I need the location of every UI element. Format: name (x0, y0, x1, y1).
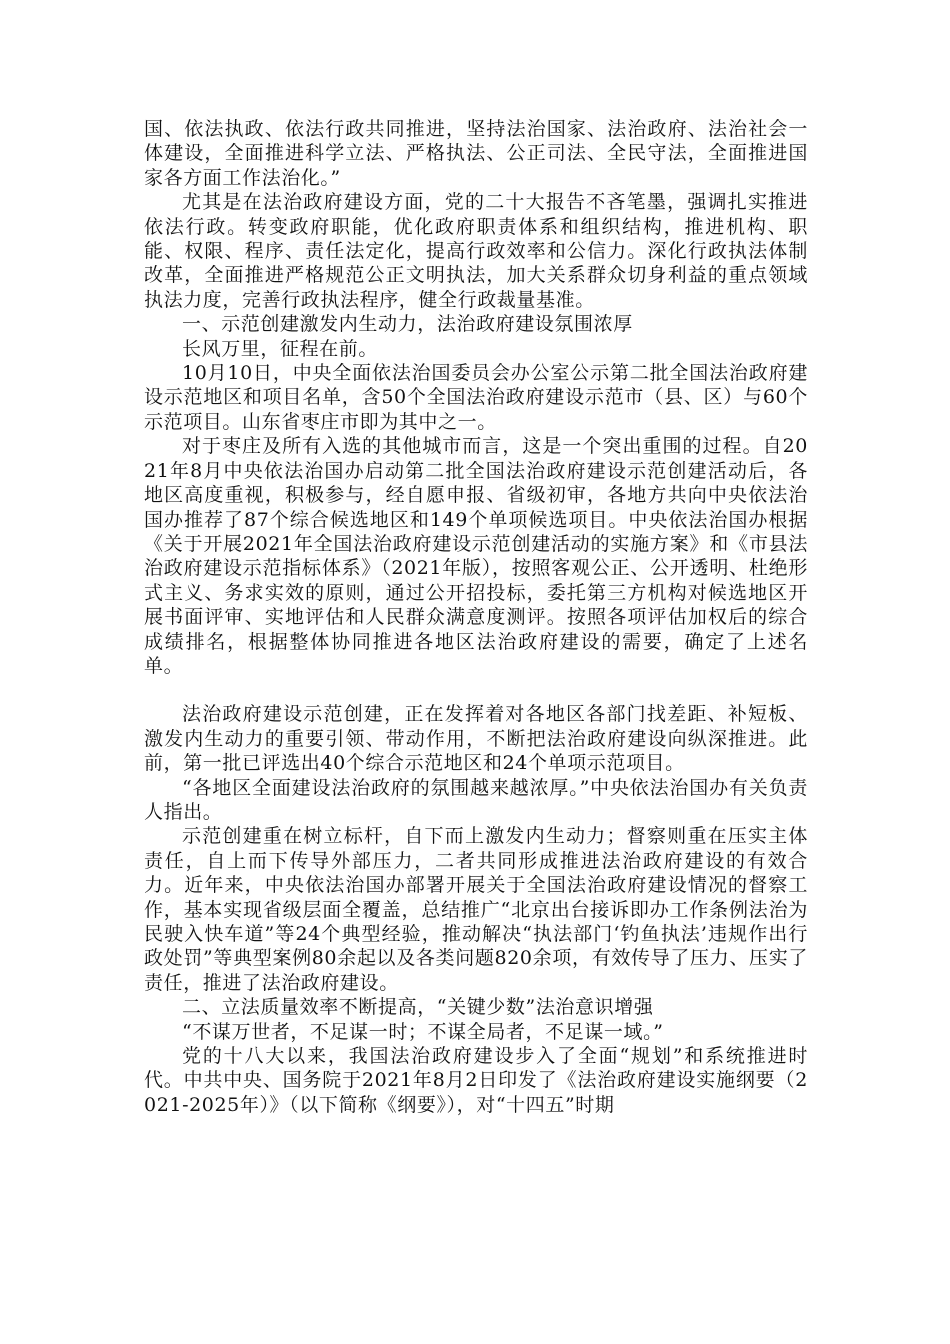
paragraph-7: “各地区全面建设法治政府的氛围越来越浓厚。”中央依法治国办有关负责人指出。 (144, 776, 808, 823)
paragraph-1: 国、依法执政、依法行政共同推进，坚持法治国家、法治政府、法治社会一体建设，全面推进科学立法、严格执法、公正司法、全民守法，全面推进国家各方面工作法治化。” (144, 118, 808, 189)
paragraph-3: 长风万里，征程在前。 (182, 337, 379, 360)
paragraph-8: 示范创建重在树立标杆，自下而上激发内生动力；督察则重在压实主体责任，自上而下传导外部压力，二者共同形成推进法治政府建设的有效合力。近年来，中央依法治国办部署开展关于全国法治政府建设情况的督察工作，基本实现省级层面全覆盖，总结推广“北京出台接诉即办工作条例法治为民驶入快车道”等24个典型经验，推动解决“执法部门‘钓鱼执法’违规作出行政处罚”等典型案例80余起以及各类问题820余项，有效传导了压力、压实了责任，推进了法治政府建设。 (144, 825, 808, 994)
paragraph-5: 对于枣庄及所有入选的其他城市而言，这是一个突出重围的过程。自2021年8月中央依法治国办启动第二批全国法治政府建设示范创建活动后，各地区高度重视，积极参与，经自愿申报、省级初审，各地方共向中央依法治国办推荐了87个综合候选地区和149个单项候选项目。中央依法治国办根据《关于开展2021年全国法治政府建设示范创建活动的实施方案》和《市县法治政府建设示范指标体系》（2021年版），按照客观公正、公开透明、杜绝形式主义、务求实效的原则，通过公开招投标，委托第三方机构对候选地区开展书面评审、实地评估和人民群众满意度测评。按照各项评估加权后的综合成绩排名，根据整体协同推进各地区法治政府建设的需要，确定了上述名单。 (144, 435, 808, 677)
paragraph-10: 党的十八大以来，我国法治政府建设步入了全面“规划”和系统推进时代。中共中央、国务院于2021年8月2日印发了《法治政府建设实施纲要（2021-2025年）》（以下简称《纲要》），对“十四五”时期 (144, 1045, 808, 1116)
document-body (144, 117, 808, 1117)
section-heading-2: 二、立法质量效率不断提高，“关键少数”法治意识增强 (182, 996, 654, 1019)
paragraph-9: “不谋万世者，不足谋一时；不谋全局者，不足谋一域。” (182, 1020, 664, 1043)
paragraph-4: 10月10日，中央全面依法治国委员会办公室公示第二批全国法治政府建设示范地区和项目名单，含50个全国法治政府建设示范市（县、区）与60个示范项目。山东省枣庄市即为其中之一。 (144, 362, 808, 433)
paragraph-6: 法治政府建设示范创建，正在发挥着对各地区各部门找差距、补短板、激发内生动力的重要引领、带动作用，不断把法治政府建设向纵深推进。此前，第一批已评选出40个综合示范地区和24个单项示范项目。 (144, 703, 808, 775)
section-heading-1: 一、示范创建激发内生动力，法治政府建设氛围浓厚 (182, 313, 633, 336)
paragraph-2: 尤其是在法治政府建设方面，党的二十大报告不吝笔墨，强调扎实推进依法行政。转变政府职能，优化政府职责体系和组织结构，推进机构、职能、权限、程序、责任法定化，提高行政效率和公信力。深化行政执法体制改革，全面推进严格规范公正文明执法，加大关系群众切身利益的重点领域执法力度，完善行政执法程序，健全行政裁量基准。 (144, 191, 808, 311)
